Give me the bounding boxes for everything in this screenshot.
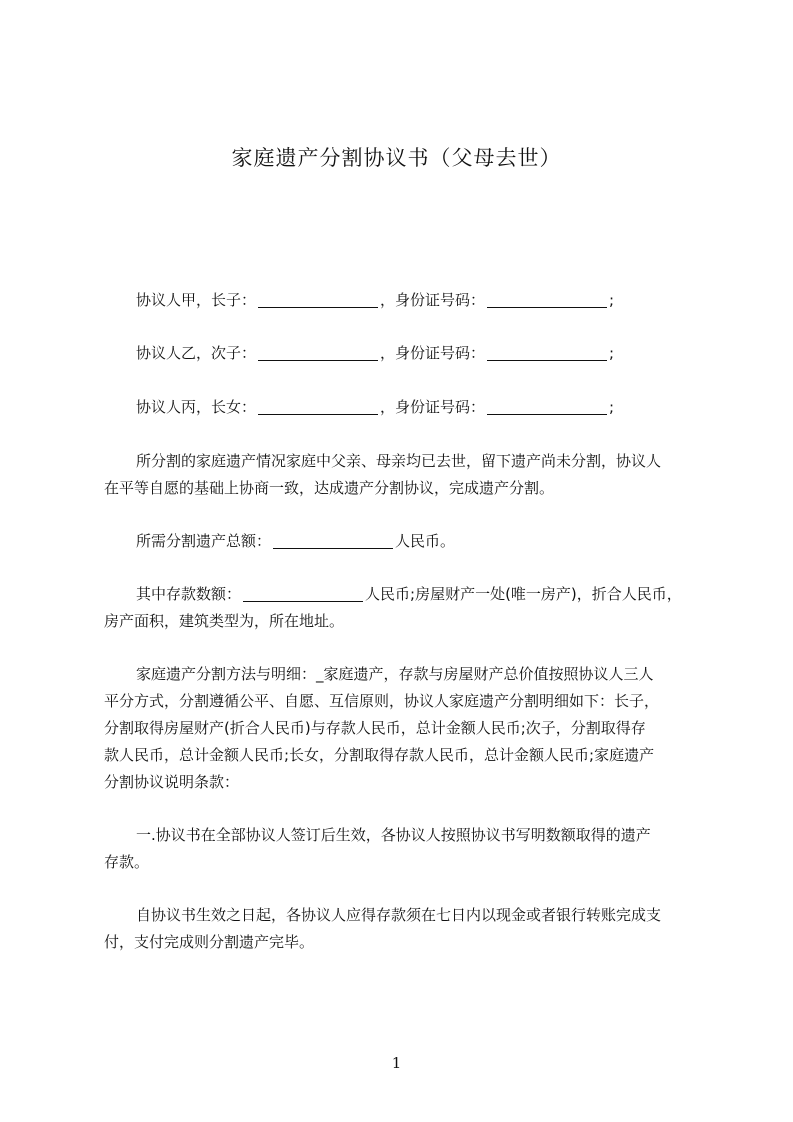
clause1-line-2: 存款。	[104, 853, 150, 871]
id-label: ，身份证号码：	[380, 291, 486, 309]
clause2-line-1: 自协议书生效之日起，各协议人应得存款须在七日内以现金或者银行转账完成支	[136, 906, 662, 924]
clause2-line-2: 付，支付完成则分割遗产完毕。	[104, 933, 315, 951]
method-line-2: 平分方式，分割遵循公平、自愿、互信原则，协议人家庭遗产分割明细如下：长子，	[104, 692, 660, 710]
party-line-b	[104, 340, 736, 367]
line-end: ;	[609, 291, 615, 309]
party-line-c	[104, 394, 736, 421]
method-line-5: 分割协议说明条款：	[104, 773, 240, 791]
intro-line-2: 在平等自愿的基础上协商一致，达成遗产分割协议，完成遗产分割。	[104, 479, 555, 497]
method-line-1: 家庭遗产分割方法与明细：_家庭遗产，存款与房屋财产总价值按照协议人三人	[136, 665, 654, 683]
id-blank	[487, 344, 607, 361]
id-label: ，身份证号码：	[380, 398, 486, 416]
deposit-line-1	[104, 581, 736, 608]
total-label: 所需分割遗产总额：	[136, 532, 272, 550]
deposit-blank	[243, 585, 363, 602]
name-blank	[258, 291, 378, 308]
deposit-label: 其中存款数额：	[136, 585, 242, 603]
id-blank	[487, 291, 607, 308]
intro-line-1: 所分割的家庭遗产情况家庭中父亲、母亲均已去世，留下遗产尚未分割，协议人	[136, 452, 662, 470]
line-end: ;	[609, 344, 615, 362]
party-label: 协议人乙，次子：	[136, 344, 257, 362]
total-suffix: 人民币。	[395, 532, 456, 550]
party-line-a	[104, 287, 736, 314]
id-blank	[487, 398, 607, 415]
name-blank	[258, 398, 378, 415]
clause1-line-1: 一.协议书在全部协议人签订后生效，各协议人按照协议书写明数额取得的遗产	[136, 826, 651, 844]
method-line-3: 分割取得房屋财产(折合人民币)与存款人民币，总计金额人民币;次子，分割取得存	[104, 719, 646, 737]
party-label: 协议人丙，长女：	[136, 398, 257, 416]
deposit-line-2: 房产面积，建筑类型为，所在地址。	[104, 612, 345, 630]
id-label: ，身份证号码：	[380, 344, 486, 362]
method-line-4: 款人民币，总计金额人民币;长女，分割取得存款人民币，总计金额人民币;家庭遗产	[104, 746, 655, 764]
document-title: 家庭遗产分割协议书（父母去世）	[231, 146, 562, 170]
deposit-suffix: 人民币;房屋财产一处(唯一房产)，折合人民币，	[365, 585, 682, 603]
party-label: 协议人甲，长子：	[136, 291, 257, 309]
page-number: 1	[391, 1054, 402, 1072]
name-blank	[258, 344, 378, 361]
total-blank	[273, 532, 393, 549]
total-line	[104, 528, 736, 555]
line-end: ;	[609, 398, 615, 416]
